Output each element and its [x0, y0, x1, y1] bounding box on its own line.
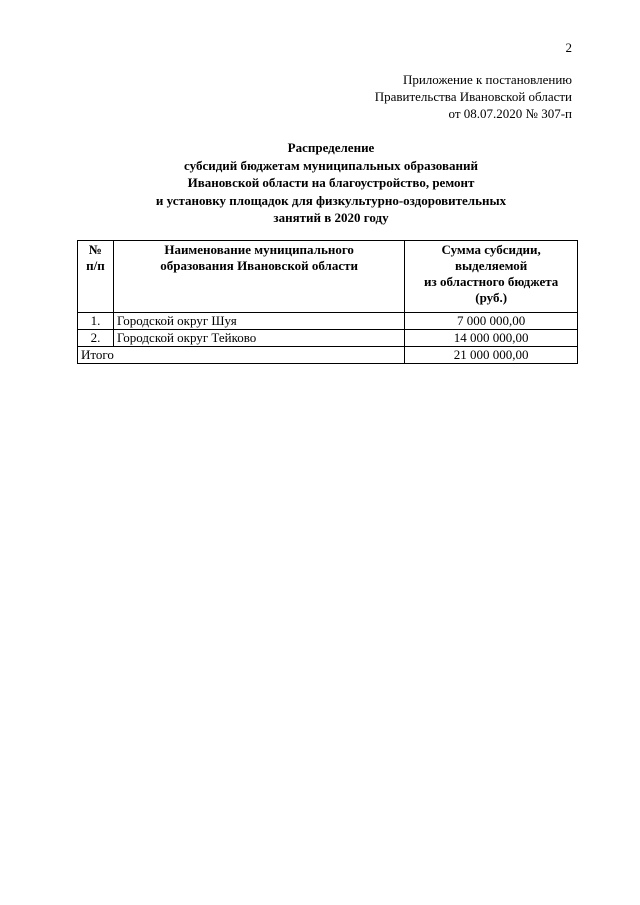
table-row — [78, 330, 578, 347]
title-line-4: и установку площадок для физкультурно-оздоровительных — [155, 192, 507, 208]
header-amount-line-3: из областного бюджета — [424, 274, 559, 289]
annex-line-3: от 08.07.2020 № 307-п — [448, 106, 572, 121]
page-number: 2 — [565, 40, 572, 55]
title-line-1: Распределение — [287, 140, 375, 155]
row-number: 2. — [78, 330, 114, 347]
annex-line-2: Правительства Ивановской области — [374, 89, 572, 104]
table-row — [78, 313, 578, 330]
header-amount-line-1: Сумма субсидии, — [441, 242, 541, 257]
header-name — [113, 241, 404, 313]
header-number — [78, 241, 114, 313]
header-amount — [405, 241, 578, 313]
annex-line-1: Приложение к постановлению — [402, 72, 572, 87]
total-amount: 21 000 000,00 — [405, 347, 578, 364]
header-number-line-1: № — [88, 242, 102, 257]
title-line-3: Ивановской области на благоустройство, ремонт — [187, 175, 475, 190]
document-title — [90, 139, 572, 227]
header-name-line-1: Наименование муниципального — [164, 242, 354, 257]
annex-header — [252, 71, 572, 122]
row-municipality: Городской округ Шуя — [113, 313, 404, 330]
title-line-5: занятий в 2020 году — [273, 210, 389, 225]
total-label: Итого — [78, 347, 405, 364]
table-header-row — [78, 241, 578, 313]
row-number: 1. — [78, 313, 114, 330]
header-number-line-2: п/п — [86, 258, 105, 273]
header-amount-line-4: (руб.) — [475, 290, 508, 305]
row-amount: 14 000 000,00 — [405, 330, 578, 347]
row-amount: 7 000 000,00 — [405, 313, 578, 330]
subsidy-table — [77, 240, 578, 364]
title-line-2: субсидий бюджетам муниципальных образований — [184, 157, 478, 173]
header-amount-line-2: выделяемой — [455, 258, 528, 273]
row-municipality: Городской округ Тейково — [113, 330, 404, 347]
header-name-line-2: образования Ивановской области — [160, 258, 358, 273]
table-total-row — [78, 347, 578, 364]
